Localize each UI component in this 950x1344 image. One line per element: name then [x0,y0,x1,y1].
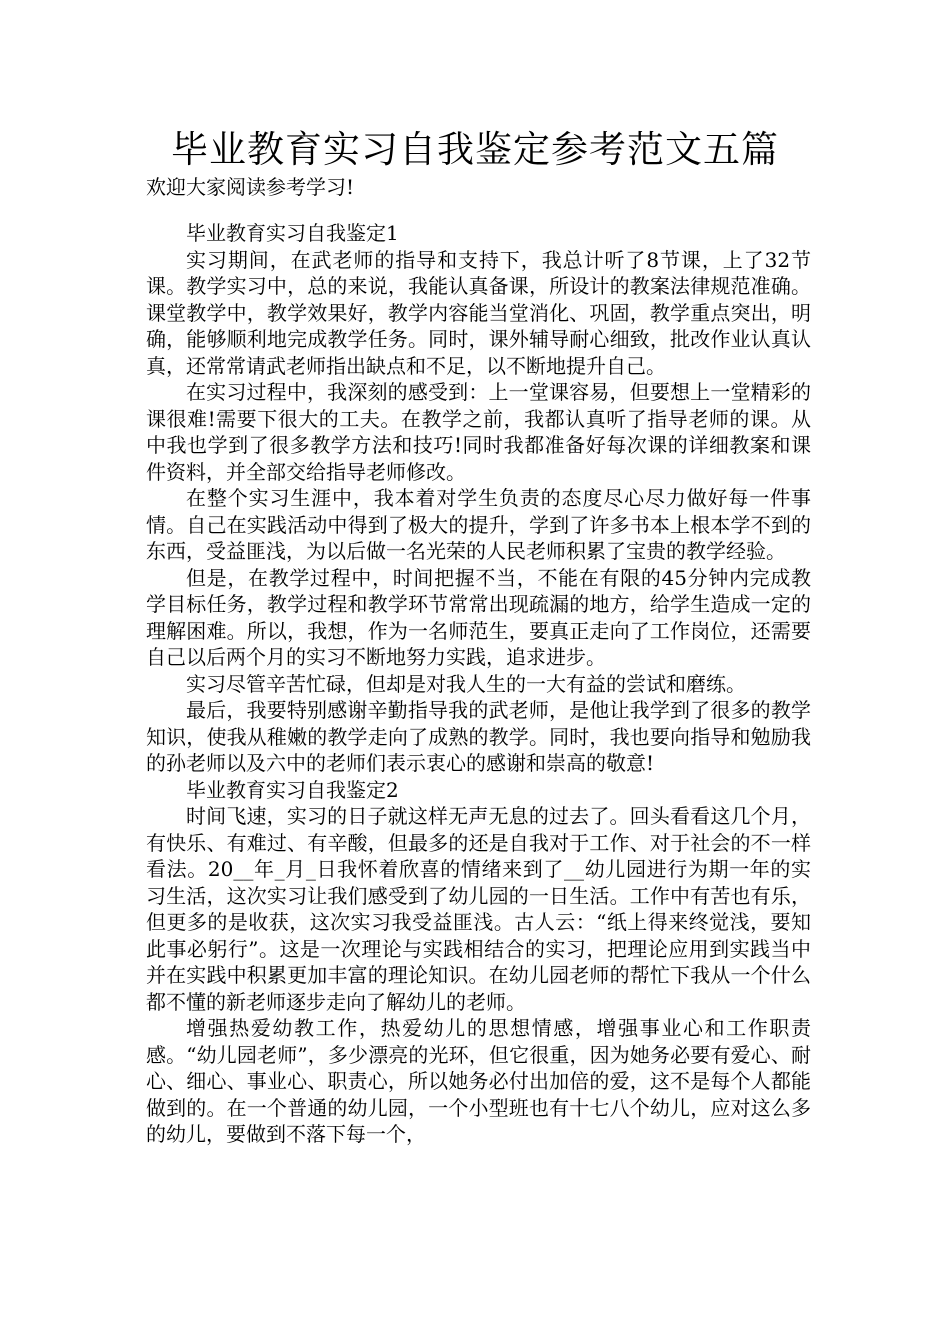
section-2-paragraph-2: 增强热爱幼教工作，热爱幼儿的思想情感，增强事业心和工作职责感。“幼儿园老师”，多少漂亮的光环，但它很重，因为她务必要有爱心、耐心、细心、事业心、职责心，所以她务必付出加倍的爱，这不是每个人都能做到的。在一个普通的幼儿园，一个小型班也有十七八个幼儿，应对这么多的幼儿，要做到不落下每一个， [146,1016,811,1146]
section-1-paragraph-1: 实习期间，在武老师的指导和支持下，我总计听了8节课，上了32节课。教学实习中，总的来说，我能认真备课，所设计的教案法律规范准确。课堂教学中，教学效果好，教学内容能当堂消化、巩固，教学重点突出，明确，能够顺利地完成教学任务。同时，课外辅导耐心细致，批改作业认真认真，还常常请武老师指出缺点和不足，以不断地提升自己。 [146,247,811,378]
section-heading-2: 毕业教育实习自我鉴定2 [186,777,399,802]
section-1-paragraph-3: 在整个实习生涯中，我本着对学生负责的态度尽心尽力做好每一件事情。自己在实践活动中得到了极大的提升，学到了许多书本上根本学不到的东西，受益匪浅，为以后做一名光荣的人民老师积累了宝贵的教学经验。 [146,486,811,563]
section-1-paragraph-2: 在实习过程中，我深刻的感受到：上一堂课容易，但要想上一堂精彩的课很难!需要下很大的工夫。在教学之前，我都认真听了指导老师的课。从中我也学到了很多教学方法和技巧!同时我都准备好每次课的详细教案和课件资料，并全部交给指导老师修改。 [146,380,811,484]
section-2-paragraph-1: 时间飞速，实习的日子就这样无声无息的过去了。回头看看这几个月，有快乐、有难过、有辛酸，但最多的还是自我对于工作、对于社会的不一样看法。20__年_月_日我怀着欣喜的情绪来到了__幼儿园进行为期一年的实习生活，这次实习让我们感受到了幼儿园的一日生活。工作中有苦也有乐，但更多的是收获，这次实习我受益匪浅。古人云：“纸上得来终觉浅，要知此事必躬行”。这是一次理论与实践相结合的实习，把理论应用到实践当中并在实践中积累更加丰富的理论知识。在幼儿园老师的帮忙下我从一个什么都不懂的新老师逐步走向了解幼儿的老师。 [146,804,811,1014]
document-title: 毕业教育实习自我鉴定参考范文五篇 [171,128,779,171]
section-heading-1: 毕业教育实习自我鉴定1 [186,221,399,245]
section-1-paragraph-5: 实习尽管辛苦忙碌，但却是对我人生的一大有益的尝试和磨练。 [186,671,746,696]
document-body [146,220,811,1148]
welcome-line: 欢迎大家阅读参考学习! [146,175,355,199]
section-1-paragraph-4: 但是，在教学过程中，时间把握不当，不能在有限的45分钟内完成教学目标任务，教学过程和教学环节常常出现疏漏的地方，给学生造成一定的理解困难。所以，我想，作为一名师范生，要真正走向了工作岗位，还需要自己以后两个月的实习不断地努力实践，追求进步。 [146,565,811,669]
section-1-paragraph-6: 最后，我要特别感谢辛勤指导我的武老师，是他让我学到了很多的教学知识，使我从稚嫩的教学走向了成熟的教学。同时，我也要向指导和勉励我的孙老师以及六中的老师们表示衷心的感谢和崇高的敬意! [146,698,811,775]
